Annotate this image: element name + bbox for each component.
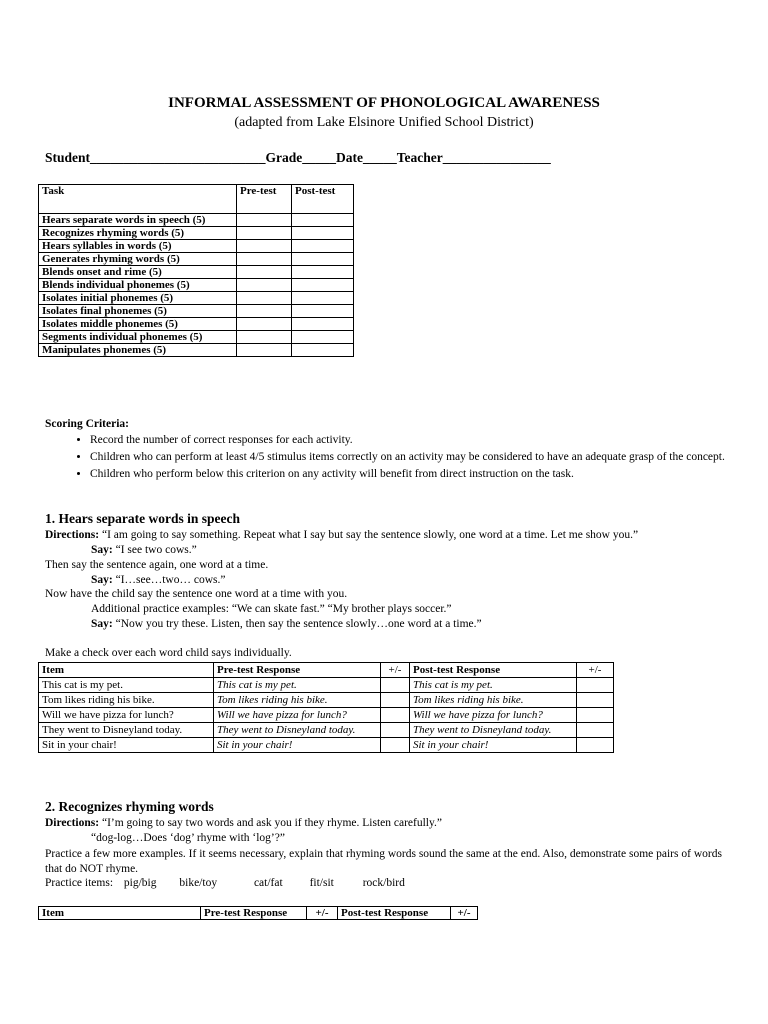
scoring-bullet: • Children who perform below this criterion on any activity will benefit from direct instruction on the task. bbox=[90, 467, 758, 482]
response-table-header bbox=[39, 907, 478, 920]
section1-now: Now have the child say the sentence one word at a time with you. bbox=[45, 588, 348, 600]
table-row bbox=[39, 678, 614, 693]
posttest-plusminus-cell[interactable] bbox=[577, 708, 614, 723]
item-header: Item bbox=[39, 907, 201, 920]
posttest-response-cell[interactable]: They went to Disneyland today. bbox=[410, 723, 577, 738]
posttest-cell[interactable] bbox=[292, 279, 354, 292]
pretest-response-cell[interactable]: Will we have pizza for lunch? bbox=[214, 708, 381, 723]
response-table-header bbox=[39, 663, 614, 678]
task-name: Blends individual phonemes (5) bbox=[39, 279, 237, 292]
pretest-plusminus-cell[interactable] bbox=[381, 723, 410, 738]
item-cell: They went to Disneyland today. bbox=[39, 723, 214, 738]
practice-item: cat/fat bbox=[253, 877, 283, 889]
task-row bbox=[39, 331, 354, 344]
practice-item: pig/big bbox=[123, 877, 157, 889]
task-row bbox=[39, 266, 354, 279]
posttest-cell[interactable] bbox=[292, 214, 354, 227]
section1-directions bbox=[45, 529, 638, 541]
task-row bbox=[39, 279, 354, 292]
table-row bbox=[39, 738, 614, 753]
say-text: “Now you try these. Listen, then say the sentence slowly…one word at a time.” bbox=[112, 618, 482, 630]
task-row bbox=[39, 214, 354, 227]
say-label: Say: bbox=[91, 618, 113, 630]
section2-heading: 2. Recognizes rhyming words bbox=[45, 799, 214, 814]
section2-practice: Practice a few more examples. If it seems necessary, explain that rhyming words sound the same at the end. Also, demonstrate some pairs of words that do NOT rhyme. bbox=[45, 848, 722, 875]
section1-say3 bbox=[91, 618, 482, 630]
directions-text: “I’m going to say two words and ask you if they rhyme. Listen carefully.” bbox=[99, 817, 442, 829]
scoring-criteria-label: Scoring Criteria: bbox=[45, 418, 129, 430]
page-subtitle: (adapted from Lake Elsinore Unified School District) bbox=[234, 115, 534, 130]
table-row bbox=[39, 708, 614, 723]
table-row bbox=[39, 723, 614, 738]
task-name: Hears separate words in speech (5) bbox=[39, 214, 237, 227]
pretest-response-cell[interactable]: They went to Disneyland today. bbox=[214, 723, 381, 738]
item-header: Item bbox=[39, 663, 214, 678]
posttest-cell[interactable] bbox=[292, 240, 354, 253]
task-name: Recognizes rhyming words (5) bbox=[39, 227, 237, 240]
posttest-response-cell[interactable]: This cat is my pet. bbox=[410, 678, 577, 693]
task-row bbox=[39, 240, 354, 253]
task-name: Generates rhyming words (5) bbox=[39, 253, 237, 266]
task-summary-table bbox=[38, 184, 354, 357]
item-cell: Will we have pizza for lunch? bbox=[39, 708, 214, 723]
posttest-cell[interactable] bbox=[292, 305, 354, 318]
pretest-cell[interactable] bbox=[237, 318, 292, 331]
pretest-plusminus-header: +/- bbox=[307, 907, 338, 920]
task-name: Segments individual phonemes (5) bbox=[39, 331, 237, 344]
posttest-plusminus-cell[interactable] bbox=[577, 693, 614, 708]
section1-check-note: Make a check over each word child says individually. bbox=[45, 647, 292, 659]
posttest-header: Post-test bbox=[292, 185, 354, 214]
scoring-bullet: • Record the number of correct responses for each activity. bbox=[90, 433, 758, 448]
posttest-cell[interactable] bbox=[292, 344, 354, 357]
pretest-cell[interactable] bbox=[237, 331, 292, 344]
posttest-cell[interactable] bbox=[292, 266, 354, 279]
posttest-response-cell[interactable]: Will we have pizza for lunch? bbox=[410, 708, 577, 723]
pretest-response-header: Pre-test Response bbox=[214, 663, 381, 678]
section1-say2 bbox=[91, 574, 225, 586]
pretest-plusminus-cell[interactable] bbox=[381, 678, 410, 693]
pretest-plusminus-cell[interactable] bbox=[381, 693, 410, 708]
posttest-plusminus-header: +/- bbox=[577, 663, 614, 678]
section2-directions bbox=[45, 817, 442, 829]
pretest-cell[interactable] bbox=[237, 344, 292, 357]
section1-heading: 1. Hears separate words in speech bbox=[45, 511, 240, 526]
section1-practice: Additional practice examples: “We can skate fast.” “My brother plays soccer.” bbox=[91, 603, 452, 615]
directions-label: Directions: bbox=[45, 817, 100, 829]
section2-practice-items bbox=[45, 877, 405, 889]
item-cell: Sit in your chair! bbox=[39, 738, 214, 753]
item-cell: Tom likes riding his bike. bbox=[39, 693, 214, 708]
pretest-cell[interactable] bbox=[237, 279, 292, 292]
task-name: Isolates initial phonemes (5) bbox=[39, 292, 237, 305]
page-title: INFORMAL ASSESSMENT OF PHONOLOGICAL AWARENESS bbox=[168, 95, 600, 111]
task-name: Isolates final phonemes (5) bbox=[39, 305, 237, 318]
say-label: Say: bbox=[91, 574, 113, 586]
pretest-cell[interactable] bbox=[237, 227, 292, 240]
posttest-cell[interactable] bbox=[292, 227, 354, 240]
task-row bbox=[39, 305, 354, 318]
pretest-cell[interactable] bbox=[237, 266, 292, 279]
student-info-line: Student__________________________Grade_____Date_____Teacher________________ bbox=[45, 150, 551, 165]
pretest-response-header: Pre-test Response bbox=[201, 907, 307, 920]
practice-item: rock/bird bbox=[362, 877, 405, 889]
section2-example: “dog-log…Does ‘dog’ rhyme with ‘log’?” bbox=[91, 832, 285, 844]
posttest-plusminus-cell[interactable] bbox=[577, 738, 614, 753]
pretest-cell[interactable] bbox=[237, 253, 292, 266]
section1-say1 bbox=[91, 544, 197, 556]
directions-text: “I am going to say something. Repeat what I say but say the sentence slowly, one word at a time. Let me show you.” bbox=[99, 529, 639, 541]
section2-response-table bbox=[38, 906, 478, 920]
pretest-cell[interactable] bbox=[237, 214, 292, 227]
scoring-bullet: • Children who can perform at least 4/5 stimulus items correctly on an activity may be considered to have an adequate grasp of the concept. bbox=[90, 450, 758, 465]
posttest-response-header: Post-test Response bbox=[410, 663, 577, 678]
task-row bbox=[39, 344, 354, 357]
posttest-cell[interactable] bbox=[292, 292, 354, 305]
posttest-plusminus-header: +/- bbox=[451, 907, 478, 920]
posttest-response-cell[interactable]: Tom likes riding his bike. bbox=[410, 693, 577, 708]
pretest-cell[interactable] bbox=[237, 292, 292, 305]
posttest-plusminus-cell[interactable] bbox=[577, 678, 614, 693]
pretest-cell[interactable] bbox=[237, 240, 292, 253]
practice-item: fit/sit bbox=[309, 877, 334, 889]
table-row bbox=[39, 693, 614, 708]
pretest-response-cell[interactable]: Sit in your chair! bbox=[214, 738, 381, 753]
pretest-plusminus-cell[interactable] bbox=[381, 738, 410, 753]
task-name: Manipulates phonemes (5) bbox=[39, 344, 237, 357]
pretest-response-cell[interactable]: This cat is my pet. bbox=[214, 678, 381, 693]
task-name: Isolates middle phonemes (5) bbox=[39, 318, 237, 331]
pretest-plusminus-cell[interactable] bbox=[381, 708, 410, 723]
practice-items-label: Practice items: bbox=[45, 877, 114, 889]
posttest-plusminus-cell[interactable] bbox=[577, 723, 614, 738]
task-table-header bbox=[39, 185, 354, 214]
section1-then: Then say the sentence again, one word at a time. bbox=[45, 559, 269, 571]
task-name: Blends onset and rime (5) bbox=[39, 266, 237, 279]
say-label: Say: bbox=[91, 544, 113, 556]
posttest-cell[interactable] bbox=[292, 253, 354, 266]
task-row bbox=[39, 227, 354, 240]
directions-label: Directions: bbox=[45, 529, 100, 541]
pretest-response-cell[interactable]: Tom likes riding his bike. bbox=[214, 693, 381, 708]
pretest-header: Pre-test bbox=[237, 185, 292, 214]
task-header: Task bbox=[39, 185, 237, 214]
pretest-plusminus-header: +/- bbox=[381, 663, 410, 678]
section1-response-table bbox=[38, 662, 614, 753]
practice-item: bike/toy bbox=[179, 877, 218, 889]
say-text: “I see two cows.” bbox=[112, 544, 197, 556]
task-row bbox=[39, 292, 354, 305]
say-text: “I…see…two… cows.” bbox=[112, 574, 226, 586]
scoring-criteria-list bbox=[58, 433, 758, 484]
task-name: Hears syllables in words (5) bbox=[39, 240, 237, 253]
pretest-cell[interactable] bbox=[237, 305, 292, 318]
item-cell: This cat is my pet. bbox=[39, 678, 214, 693]
posttest-cell[interactable] bbox=[292, 331, 354, 344]
task-row bbox=[39, 253, 354, 266]
posttest-response-cell[interactable]: Sit in your chair! bbox=[410, 738, 577, 753]
posttest-cell[interactable] bbox=[292, 318, 354, 331]
posttest-response-header: Post-test Response bbox=[338, 907, 451, 920]
task-row bbox=[39, 318, 354, 331]
